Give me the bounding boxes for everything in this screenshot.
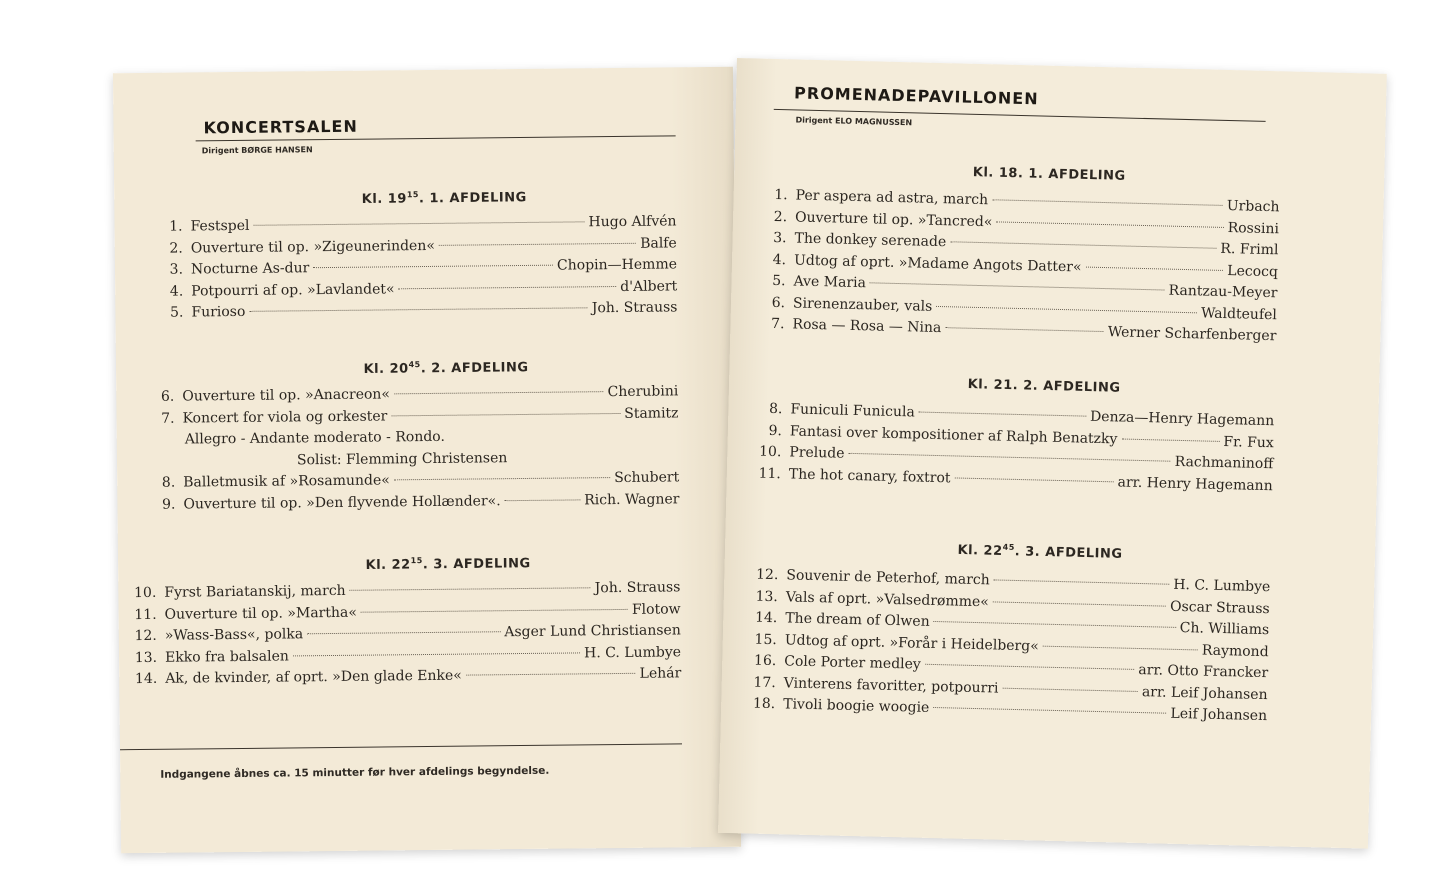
footer-note: Indgangene åbnes ca. 15 minutter før hver afdelings begyndelse. (160, 764, 550, 781)
item-composer: Chopin—Hemme (556, 256, 678, 274)
dot-leader (994, 579, 1170, 584)
dot-leader (950, 241, 1216, 249)
item-composer: Hugo Alfvén (588, 213, 677, 231)
section-3-program (747, 566, 1271, 729)
item-number: 1. (169, 218, 183, 235)
section-label: . 1. AFDELING (1017, 166, 1126, 184)
item-number: 8. (768, 400, 783, 418)
item-number: 2. (773, 208, 788, 225)
item-composer: Flotow (631, 600, 681, 618)
hall-title-koncertsalen: KONCERTSALEN (203, 116, 358, 138)
item-title: Tivoli boogie woogie (783, 696, 930, 716)
item-number: 13. (755, 588, 779, 605)
section-label: . 1. AFDELING (418, 190, 527, 207)
conductor-label: Dirigent BØRGE HANSEN (201, 145, 313, 156)
item-title: Udtog af oprt. »Madame Angots Datter« (793, 251, 1082, 275)
item-number: 3. (169, 261, 184, 278)
item-number: 10. (134, 584, 157, 602)
item-number: 15. (754, 631, 777, 648)
item-number: 6. (160, 388, 175, 405)
item-title: Cole Porter medley (784, 653, 922, 673)
section-2-program (146, 383, 679, 518)
item-composer: Werner Scharfenberger (1107, 324, 1277, 345)
section-time: Kl. 21 (967, 377, 1013, 394)
item-title: Per aspera ad astra, march (795, 187, 989, 209)
item-composer: Lecocq (1227, 262, 1279, 280)
concerto-movements: Allegro - Andante moderato - Rondo. (184, 428, 445, 448)
item-number: 12. (134, 627, 157, 645)
dot-leader (954, 477, 1113, 482)
item-title: Nocturne As-dur (190, 260, 310, 278)
section-time: Kl. 22 (365, 557, 411, 573)
hall-title-promenadepavillonen: PROMENADEPAVILLONEN (793, 83, 1039, 109)
section-label: . 3. AFDELING (422, 556, 531, 573)
item-composer: Raymond (1201, 642, 1269, 660)
dot-leader (1002, 687, 1137, 691)
item-title: Balletmusik af »Rosamunde« (183, 472, 390, 491)
item-number: 12. (755, 566, 779, 584)
section-heading-1 (134, 187, 754, 210)
item-composer: H. C. Lumbye (1173, 576, 1271, 596)
section-1-program (756, 187, 1280, 350)
section-time-minutes: 15 (410, 556, 423, 566)
item-number: 7. (161, 410, 175, 427)
item-composer: Leif Johansen (1170, 705, 1268, 725)
item-title: Udtog af oprt. »Forår i Heidelberg« (784, 631, 1039, 655)
item-title: Ouverture til op. »Zigeunerinden« (190, 237, 435, 256)
item-title: Fantasi over kompositioner af Ralph Benatzky (789, 422, 1118, 447)
section-label: . 2. AFDELING (1012, 378, 1121, 396)
item-composer: Rachmaninoff (1174, 453, 1274, 473)
dot-leader (933, 707, 1166, 714)
section-1-program (154, 213, 677, 326)
item-title: Ekko fra balsalen (164, 647, 289, 666)
item-composer: arr. Leif Johansen (1141, 683, 1268, 703)
item-number: 16. (753, 652, 777, 670)
dot-leader (996, 221, 1223, 228)
section-3-program (128, 579, 681, 692)
item-title: Ouverture til op. »Anacreon« (182, 386, 391, 405)
item-composer: arr. Otto Francker (1138, 661, 1269, 682)
item-number: 10. (758, 443, 782, 461)
item-title: The dream of Olwen (785, 610, 930, 630)
item-number: 14. (134, 670, 158, 688)
right-page (718, 58, 1387, 849)
left-page (113, 67, 741, 853)
item-title: Funiculi Funicula (790, 401, 915, 421)
item-title: Ak, de kvinder, af oprt. »Den glade Enke« (165, 667, 462, 687)
dot-leader (394, 477, 610, 480)
item-number: 1. (774, 186, 788, 204)
section-time: Kl. 22 (957, 542, 1003, 559)
item-composer: arr. Henry Hagemann (1117, 473, 1273, 494)
item-number: 17. (753, 674, 776, 691)
section-heading-2 (136, 357, 756, 380)
section-2-program (753, 401, 1275, 500)
item-title: Sirenenzauber, vals (792, 294, 933, 315)
dot-leader (391, 412, 620, 415)
item-composer: Cherubini (607, 383, 679, 401)
dot-leader (1086, 266, 1224, 270)
item-composer: R. Friml (1220, 240, 1279, 259)
item-title: Vinterens favoritter, potpourri (783, 674, 999, 697)
dot-leader (849, 453, 1171, 462)
item-number: 4. (169, 283, 184, 300)
item-title: Potpourri af op. »Lavlandet« (191, 280, 395, 299)
item-composer: Schubert (614, 469, 680, 487)
section-heading-3 (138, 553, 758, 576)
item-number: 3. (773, 229, 787, 247)
item-title: Ouverture til op. »Den flyvende Hollænder«. (183, 492, 501, 513)
section-time: Kl. 19 (361, 191, 407, 207)
item-composer: Rossini (1227, 219, 1280, 237)
item-title: Rosa — Rosa — Nina (792, 316, 942, 337)
section-time-minutes: 45 (408, 360, 421, 370)
dot-leader (394, 391, 604, 394)
dot-leader (307, 631, 500, 634)
item-composer: Denza—Henry Hagemann (1089, 408, 1275, 430)
item-title: Koncert for viola og orkester (182, 407, 388, 427)
item-number: 2. (169, 240, 183, 257)
dot-leader (1121, 438, 1219, 441)
section-heading-2 (719, 370, 1369, 402)
item-number: 8. (161, 474, 176, 491)
item-number: 9. (162, 496, 176, 513)
dot-leader (313, 265, 553, 269)
item-title: Ouverture til op. »Martha« (164, 604, 357, 623)
item-number: 5. (772, 272, 786, 290)
item-composer: Waldteufel (1200, 304, 1278, 323)
program-item (129, 665, 681, 692)
section-time-minutes: 45 (1002, 542, 1015, 552)
dot-leader (293, 652, 580, 656)
item-composer: Joh. Strauss (591, 299, 678, 317)
item-composer: Fr. Fux (1223, 433, 1274, 451)
item-number: 13. (134, 649, 158, 666)
footer-rule (120, 743, 682, 750)
dot-leader (925, 664, 1135, 670)
item-number: 9. (768, 422, 783, 439)
dot-leader (505, 499, 581, 501)
item-composer: Rantzau-Meyer (1168, 282, 1278, 302)
soloist-line: Solist: Flemming Christensen (296, 449, 508, 468)
section-heading-3 (715, 536, 1365, 568)
item-title: The hot canary, foxtrot (788, 465, 951, 486)
item-title: »Wass-Bass«, polka (164, 626, 304, 644)
conductor-label: Dirigent ELO MAGNUSSEN (795, 115, 913, 128)
section-label: . 3. AFDELING (1014, 544, 1123, 562)
item-title: Prelude (789, 444, 845, 462)
item-composer: Joh. Strauss (594, 579, 681, 597)
dot-leader (350, 587, 591, 591)
dot-leader (919, 412, 1086, 417)
section-label: . 2. AFDELING (420, 360, 529, 377)
dot-leader (993, 601, 1166, 606)
dot-leader (253, 221, 584, 225)
item-number: 6. (771, 294, 786, 311)
section-heading-1 (724, 158, 1374, 190)
item-title: Ave Maria (793, 273, 867, 292)
item-number: 18. (752, 695, 776, 713)
item-title: Festspel (190, 217, 250, 235)
item-number: 11. (758, 465, 782, 482)
dot-leader (466, 673, 636, 676)
item-composer: Balfe (640, 234, 677, 252)
dot-leader (992, 199, 1223, 206)
item-title: Fyrst Bariatanskij, march (164, 582, 346, 601)
dot-leader (934, 621, 1176, 628)
section-time: Kl. 20 (363, 361, 409, 377)
item-composer: Lehár (639, 665, 682, 682)
item-number: 7. (770, 315, 785, 333)
dot-leader (439, 242, 636, 245)
dot-leader (936, 305, 1197, 312)
item-title: The donkey serenade (794, 230, 947, 251)
section-time: Kl. 18 (972, 165, 1019, 182)
dot-leader (945, 327, 1104, 332)
item-composer: Asger Lund Christiansen (504, 622, 681, 641)
program-item (155, 299, 677, 326)
dot-leader (870, 282, 1165, 290)
dot-leader (361, 608, 628, 612)
item-title: Vals af oprt. »Valsedrømme« (785, 588, 990, 610)
program-item (147, 491, 679, 518)
item-composer: H. C. Lumbye (583, 643, 682, 661)
item-composer: Rich. Wagner (584, 490, 680, 508)
dot-leader (398, 286, 616, 289)
item-number: 4. (772, 251, 787, 268)
item-number: 14. (754, 609, 778, 627)
item-composer: Ch. Williams (1179, 619, 1270, 639)
dot-leader (249, 307, 587, 312)
item-composer: Oscar Strauss (1169, 598, 1270, 617)
item-composer: Urbach (1226, 198, 1280, 216)
item-number: 11. (134, 606, 157, 623)
item-title: Ouverture til op. »Tancred« (794, 208, 993, 230)
item-number: 5. (170, 304, 184, 321)
section-time-minutes: 15 (406, 190, 420, 200)
item-title: Souvenir de Peterhof, march (786, 567, 990, 589)
item-composer: d'Albert (620, 277, 678, 295)
item-title: Furioso (191, 303, 246, 321)
dot-leader (1043, 645, 1198, 650)
item-composer: Stamitz (624, 404, 679, 422)
